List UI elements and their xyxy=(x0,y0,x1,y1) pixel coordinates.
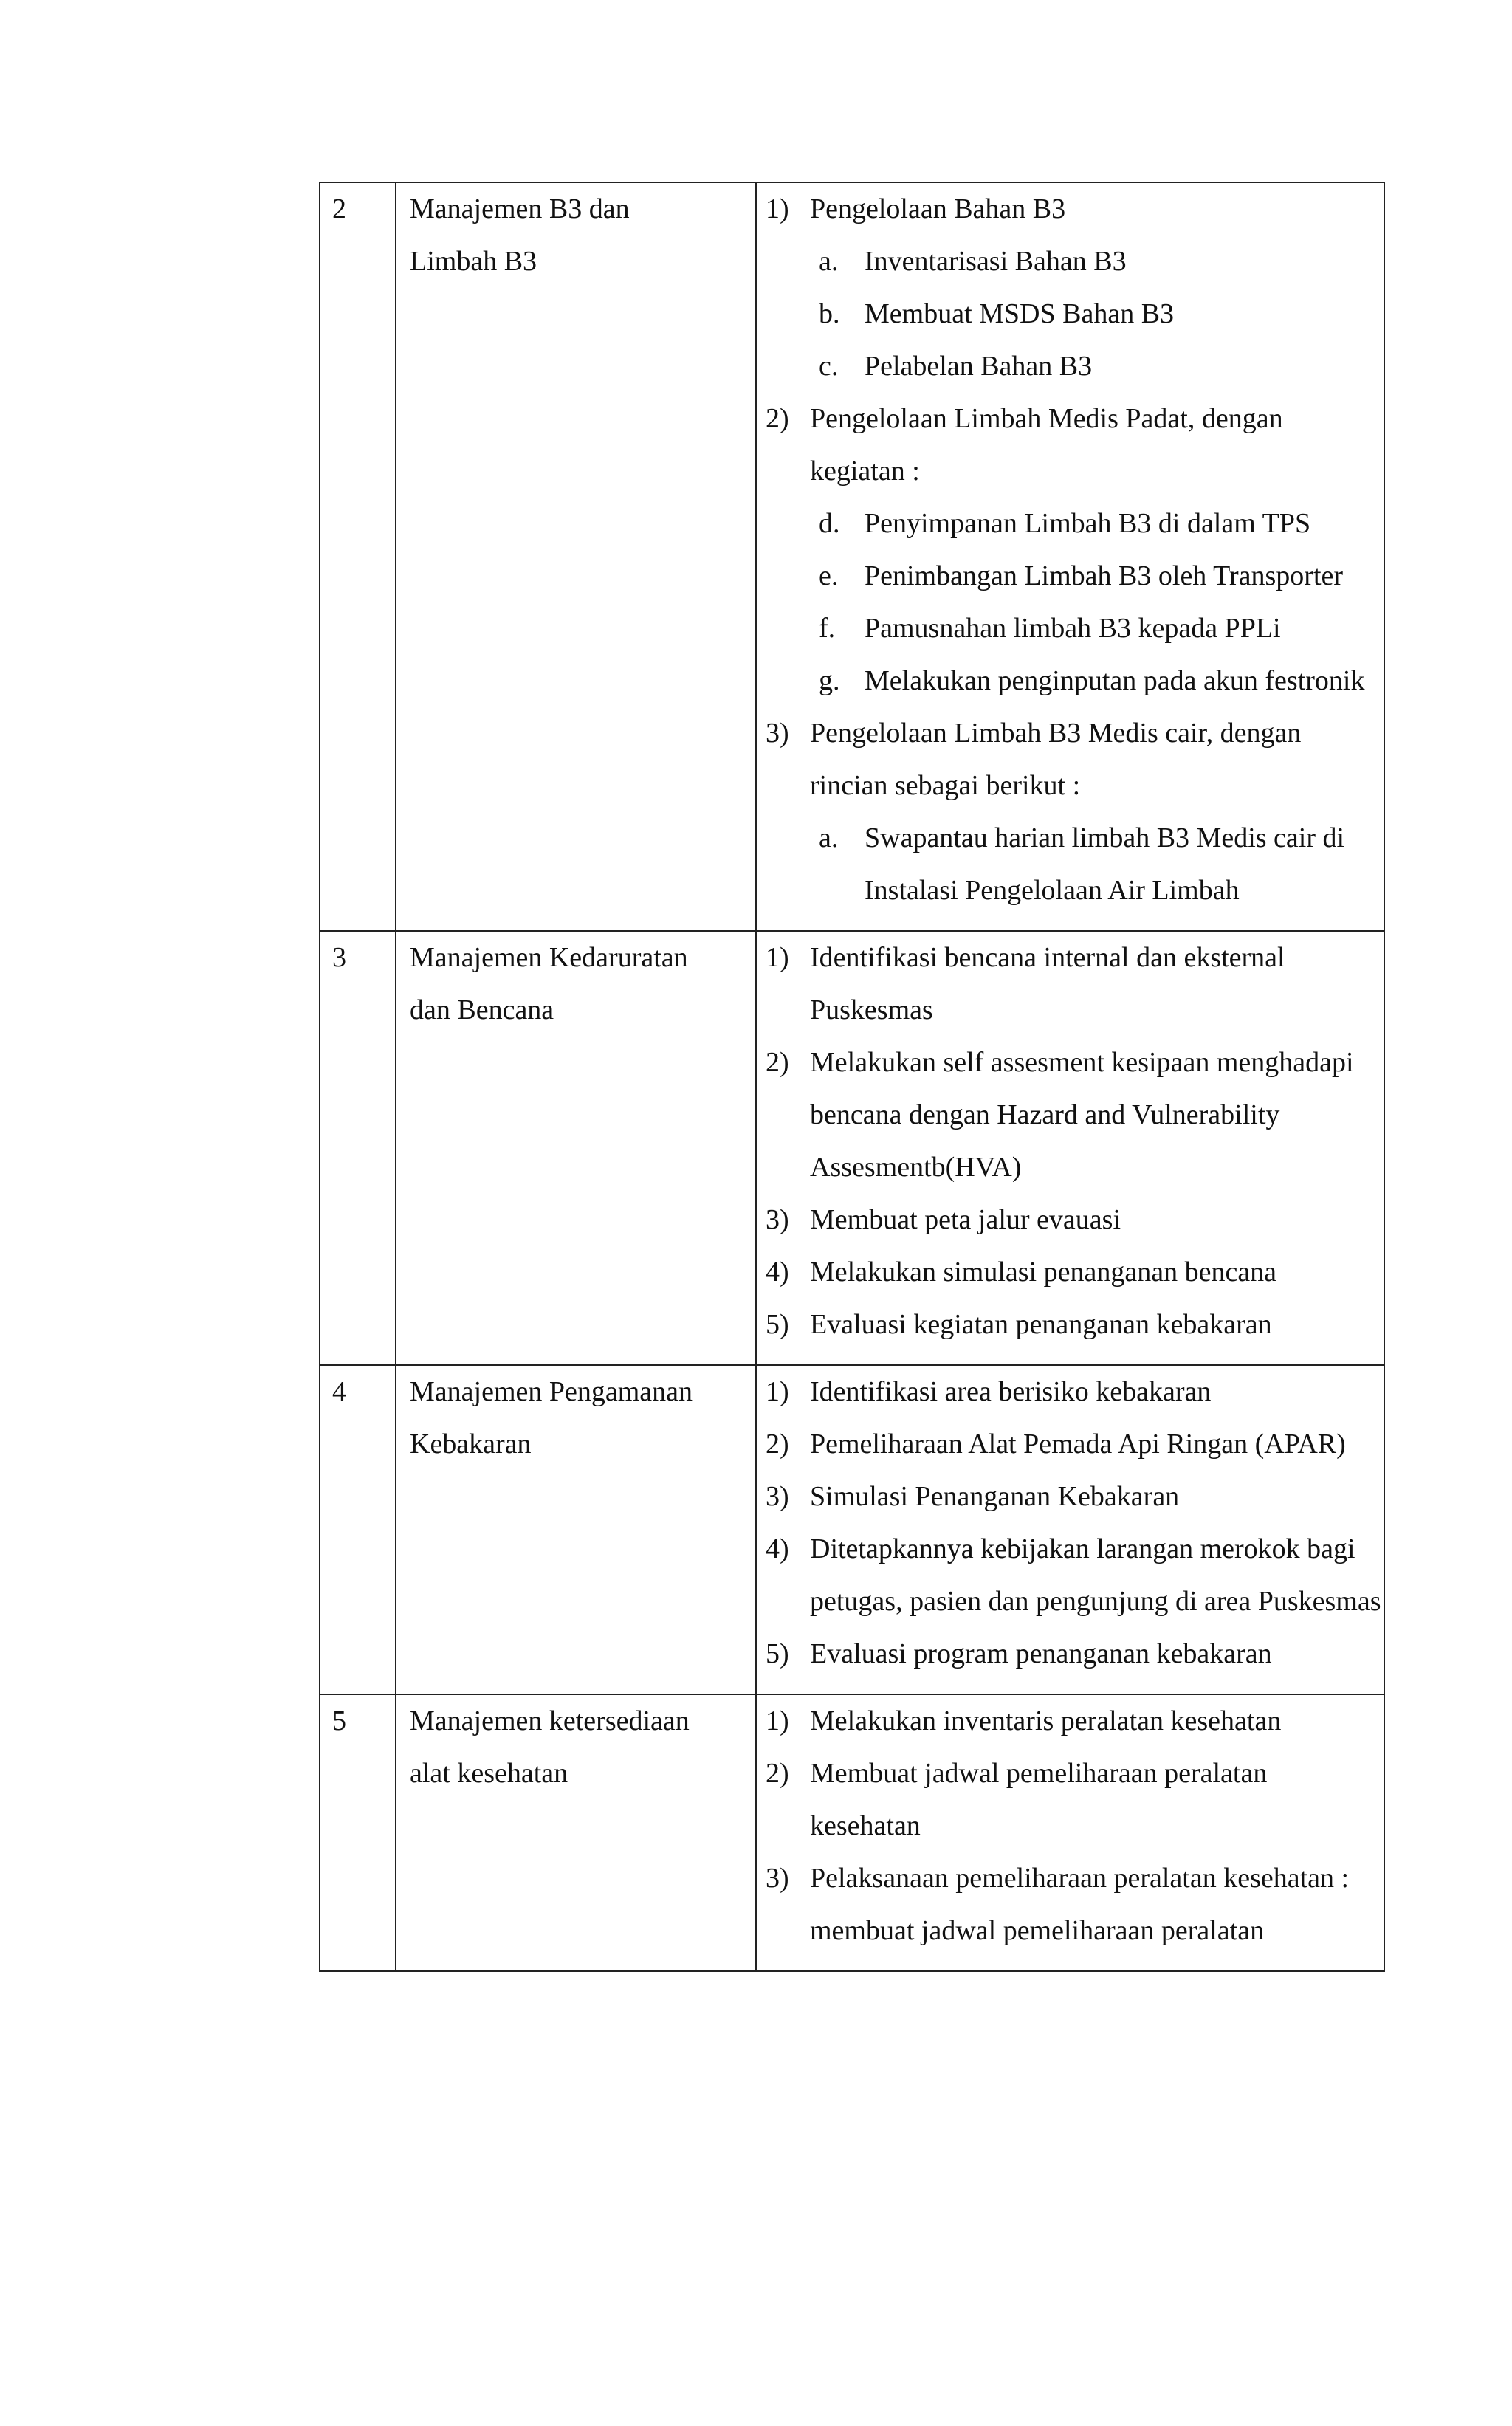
program-name-line: dan Bencana xyxy=(410,994,554,1025)
list-item xyxy=(757,1194,1384,1246)
list-item xyxy=(757,1246,1384,1299)
list-item xyxy=(757,1695,1384,1748)
list-item xyxy=(757,1366,1384,1418)
sub-item-text: Membuat MSDS Bahan B3 xyxy=(865,298,1175,329)
list-item-text: Pengelolaan Limbah B3 Medis cair, dengan rincian sebagai berikut : xyxy=(810,718,1302,801)
list-item-marker: 1) xyxy=(766,193,789,224)
list-item-text: Pemeliharaan Alat Pemada Api Ringan (APAR) xyxy=(810,1429,1346,1460)
list-item-marker: 4) xyxy=(766,1257,789,1288)
list-item-text: Evaluasi program penanganan kebakaran xyxy=(810,1638,1272,1669)
list-item-marker: 1) xyxy=(766,1705,789,1736)
list-item-text: Pengelolaan Bahan B3 xyxy=(810,193,1066,224)
row-number: 3 xyxy=(320,931,396,1365)
sub-list-item xyxy=(757,498,1384,550)
list-item xyxy=(757,1299,1384,1351)
list-item-text: Ditetapkannya kebijakan larangan merokok bagi petugas, pasien dan pengunjung di area Puskesmas xyxy=(810,1533,1381,1617)
list-item xyxy=(757,1471,1384,1523)
table-row xyxy=(320,1694,1384,1971)
program-name xyxy=(396,931,756,1365)
list-item-text: Membuat peta jalur evauasi xyxy=(810,1204,1121,1235)
sub-item-text: Pamusnahan limbah B3 kepada PPLi xyxy=(865,613,1281,644)
program-name-line: Manajemen B3 dan xyxy=(410,193,630,224)
sub-item-marker: b. xyxy=(819,298,840,329)
sub-list-item xyxy=(757,288,1384,340)
list-item-marker: 2) xyxy=(766,1758,789,1789)
program-name-line: Manajemen Kedaruratan xyxy=(410,942,688,973)
activity-table xyxy=(319,182,1385,1972)
list-item-marker: 3) xyxy=(766,1204,789,1235)
activity-list xyxy=(756,1694,1384,1971)
sub-list-item xyxy=(757,236,1384,288)
sub-list-item xyxy=(757,340,1384,393)
sub-item-text: Swapantau harian limbah B3 Medis cair di Instalasi Pengelolaan Air Limbah xyxy=(865,822,1345,906)
list-item-marker: 4) xyxy=(766,1533,789,1564)
list-item-marker: 1) xyxy=(766,942,789,973)
list-item xyxy=(757,707,1384,812)
table-row xyxy=(320,182,1384,931)
list-item-marker: 3) xyxy=(766,1863,789,1894)
program-name-line: Kebakaran xyxy=(410,1429,532,1460)
list-item xyxy=(757,1418,1384,1471)
list-item-marker: 5) xyxy=(766,1309,789,1340)
list-item-marker: 3) xyxy=(766,1481,789,1512)
list-item-text: Membuat jadwal pemeliharaan peralatan kesehatan xyxy=(810,1758,1268,1841)
list-item xyxy=(757,1748,1384,1852)
row-number: 5 xyxy=(320,1694,396,1971)
sub-list-item xyxy=(757,550,1384,602)
list-item-marker: 2) xyxy=(766,1429,789,1460)
list-item xyxy=(757,183,1384,236)
list-item xyxy=(757,932,1384,1037)
list-item-marker: 3) xyxy=(766,718,789,749)
program-name-line: alat kesehatan xyxy=(410,1758,568,1789)
list-item-text: Melakukan self assesment kesipaan menghadapi bencana dengan Hazard and Vulnerability Assesmentb(HVA) xyxy=(810,1047,1354,1183)
list-item-text: Identifikasi area berisiko kebakaran xyxy=(810,1376,1212,1407)
sub-item-marker: c. xyxy=(819,351,839,382)
sub-item-marker: a. xyxy=(819,822,839,853)
list-item-text: Melakukan simulasi penanganan bencana xyxy=(810,1257,1277,1288)
program-name xyxy=(396,182,756,931)
program-name-line: Manajemen ketersediaan xyxy=(410,1705,690,1736)
sub-item-text: Inventarisasi Bahan B3 xyxy=(865,246,1127,277)
activity-list xyxy=(756,931,1384,1365)
list-item-marker: 5) xyxy=(766,1638,789,1669)
list-item-marker: 2) xyxy=(766,1047,789,1078)
list-item-text: Simulasi Penanganan Kebakaran xyxy=(810,1481,1180,1512)
list-item-text: Pelaksanaan pemeliharaan peralatan kesehatan : membuat jadwal pemeliharaan peralatan xyxy=(810,1863,1350,1946)
table-row xyxy=(320,931,1384,1365)
sub-item-text: Melakukan penginputan pada akun festronik xyxy=(865,665,1365,696)
sub-list-item xyxy=(757,655,1384,707)
table-row xyxy=(320,1365,1384,1694)
list-item xyxy=(757,1523,1384,1628)
list-item-text: Melakukan inventaris peralatan kesehatan xyxy=(810,1705,1282,1736)
table-body xyxy=(320,182,1384,1971)
sub-item-marker: e. xyxy=(819,560,839,591)
sub-item-marker: d. xyxy=(819,508,840,539)
sub-item-marker: f. xyxy=(819,613,836,644)
row-number: 4 xyxy=(320,1365,396,1694)
program-name-line: Manajemen Pengamanan xyxy=(410,1376,693,1407)
list-item xyxy=(757,1037,1384,1194)
row-number: 2 xyxy=(320,182,396,931)
list-item-text: Identifikasi bencana internal dan eksternal Puskesmas xyxy=(810,942,1285,1025)
list-item-marker: 2) xyxy=(766,403,789,434)
activity-list xyxy=(756,1365,1384,1694)
list-item-marker: 1) xyxy=(766,1376,789,1407)
list-item xyxy=(757,393,1384,498)
program-name-line: Limbah B3 xyxy=(410,246,537,277)
sub-item-text: Penyimpanan Limbah B3 di dalam TPS xyxy=(865,508,1311,539)
program-name xyxy=(396,1365,756,1694)
sub-item-text: Pelabelan Bahan B3 xyxy=(865,351,1093,382)
sub-item-marker: a. xyxy=(819,246,839,277)
sub-item-marker: g. xyxy=(819,665,840,696)
list-item-text: Evaluasi kegiatan penanganan kebakaran xyxy=(810,1309,1272,1340)
sub-list-item xyxy=(757,812,1384,917)
sub-list-item xyxy=(757,602,1384,655)
program-name xyxy=(396,1694,756,1971)
list-item-text: Pengelolaan Limbah Medis Padat, dengan kegiatan : xyxy=(810,403,1283,487)
list-item xyxy=(757,1852,1384,1957)
sub-item-text: Penimbangan Limbah B3 oleh Transporter xyxy=(865,560,1344,591)
activity-list xyxy=(756,182,1384,931)
list-item xyxy=(757,1628,1384,1680)
